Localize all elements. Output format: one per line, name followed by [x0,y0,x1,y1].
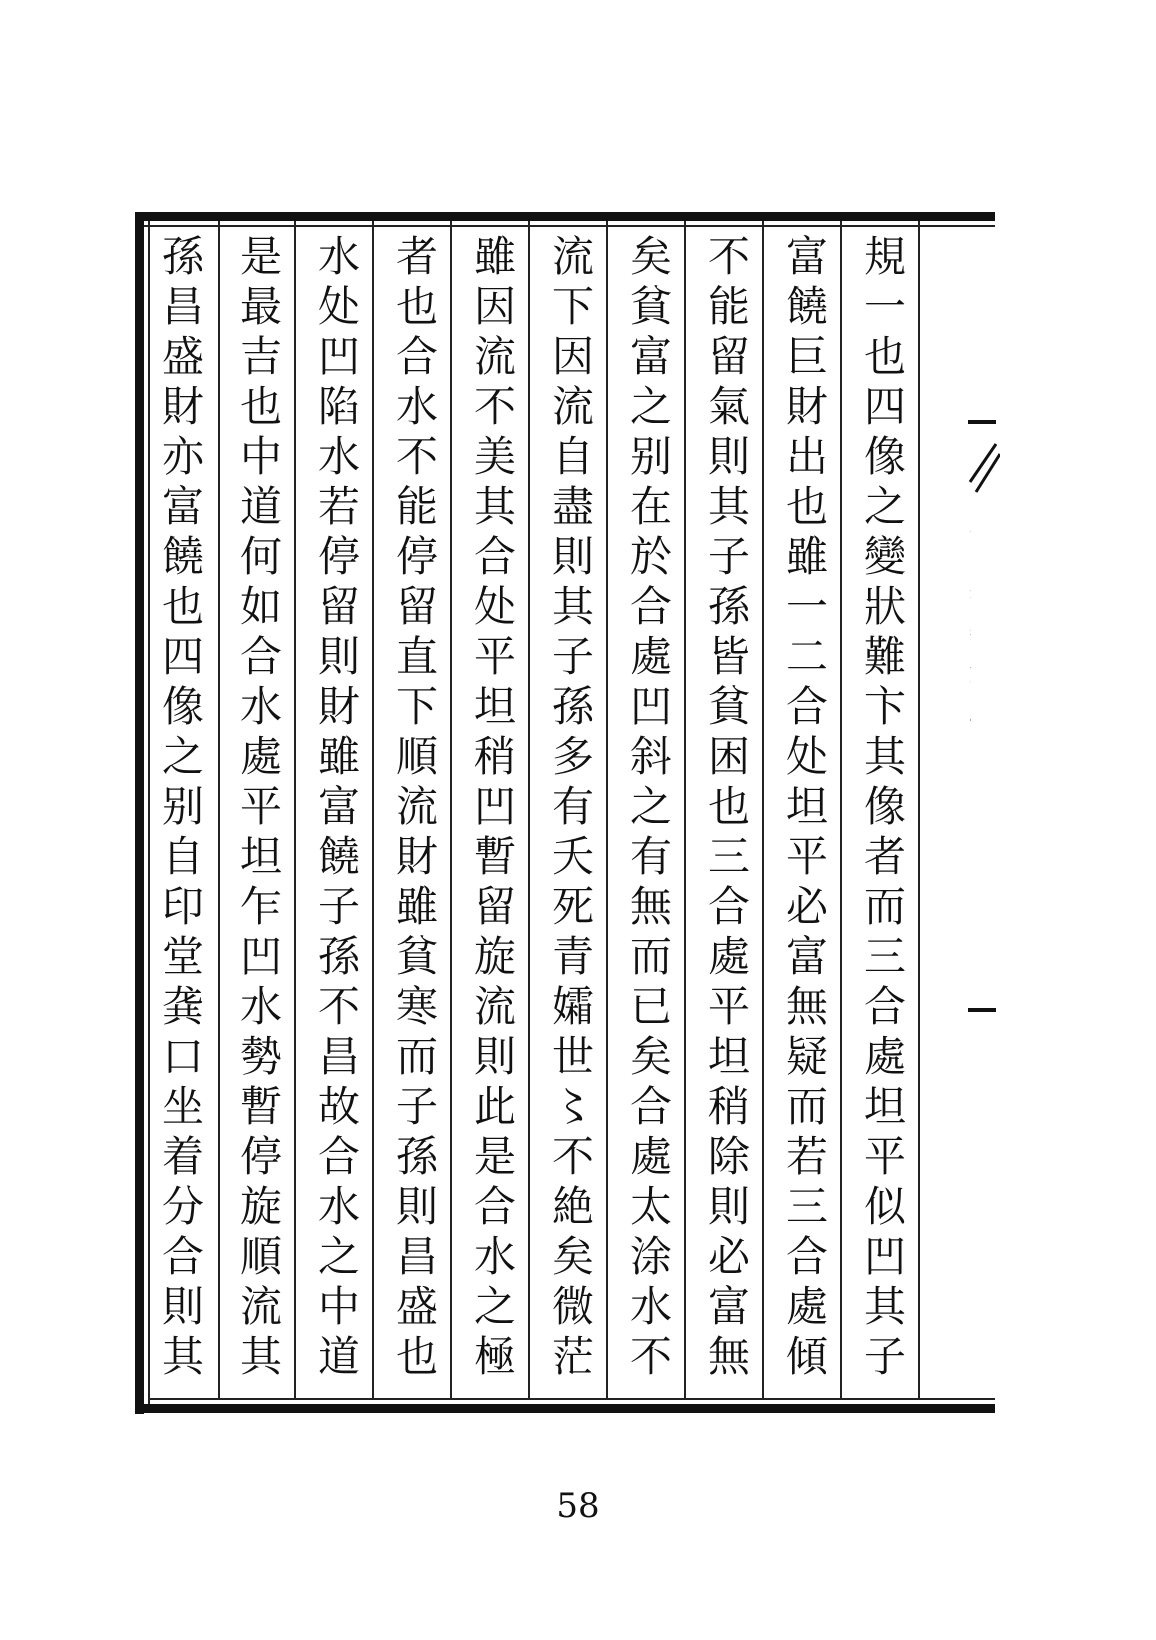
margin-divider-bottom [968,1008,996,1012]
text-column-6: 雖因流不美其合处平坦稍凹暫留旋流則此是合水之極 [468,234,517,1384]
margin-fishtail-mark [966,442,1000,502]
text-column-7: 者也合水不能停留直下順流財雖貧寒而子孫則昌盛也 [390,234,439,1384]
text-column-2: 富饒巨財出也雖一二合处坦平必富無疑而若三合處傾 [780,234,829,1384]
margin-divider-top [968,420,996,424]
text-column-5: 流下因流自盡則其子孫多有夭死青孀世〻不絶矣微茫 [546,234,595,1384]
text-column-3: 不能留氣則其子孫皆貧困也三合處平坦稍除則必富無 [702,234,751,1384]
page-number: 58 [556,1486,600,1526]
text-column-8: 水处凹陷水若停留則財雖富饒子孫不昌故合水之中道 [312,234,361,1384]
frame-top-inner-rule [135,225,995,227]
frame-top-border [135,212,995,221]
text-column-9: 是最吉也中道何如合水處平坦乍凹水勢暫停旋順流其 [234,234,283,1384]
text-column-4: 矣貧富之别在於合處凹斜之有無而已矣合處太涂水不 [624,234,673,1384]
margin-title-fragment [970,515,996,1215]
text-column-10: 孫昌盛財亦富饒也四像之别自印堂龚口坐着分合則其 [156,234,205,1384]
text-column-1: 規一也四像之變狀難卞其像者而三合處坦平似凹其子 [858,234,907,1384]
frame-bottom-inner-rule [148,1398,995,1400]
frame-bottom-border [135,1404,995,1413]
